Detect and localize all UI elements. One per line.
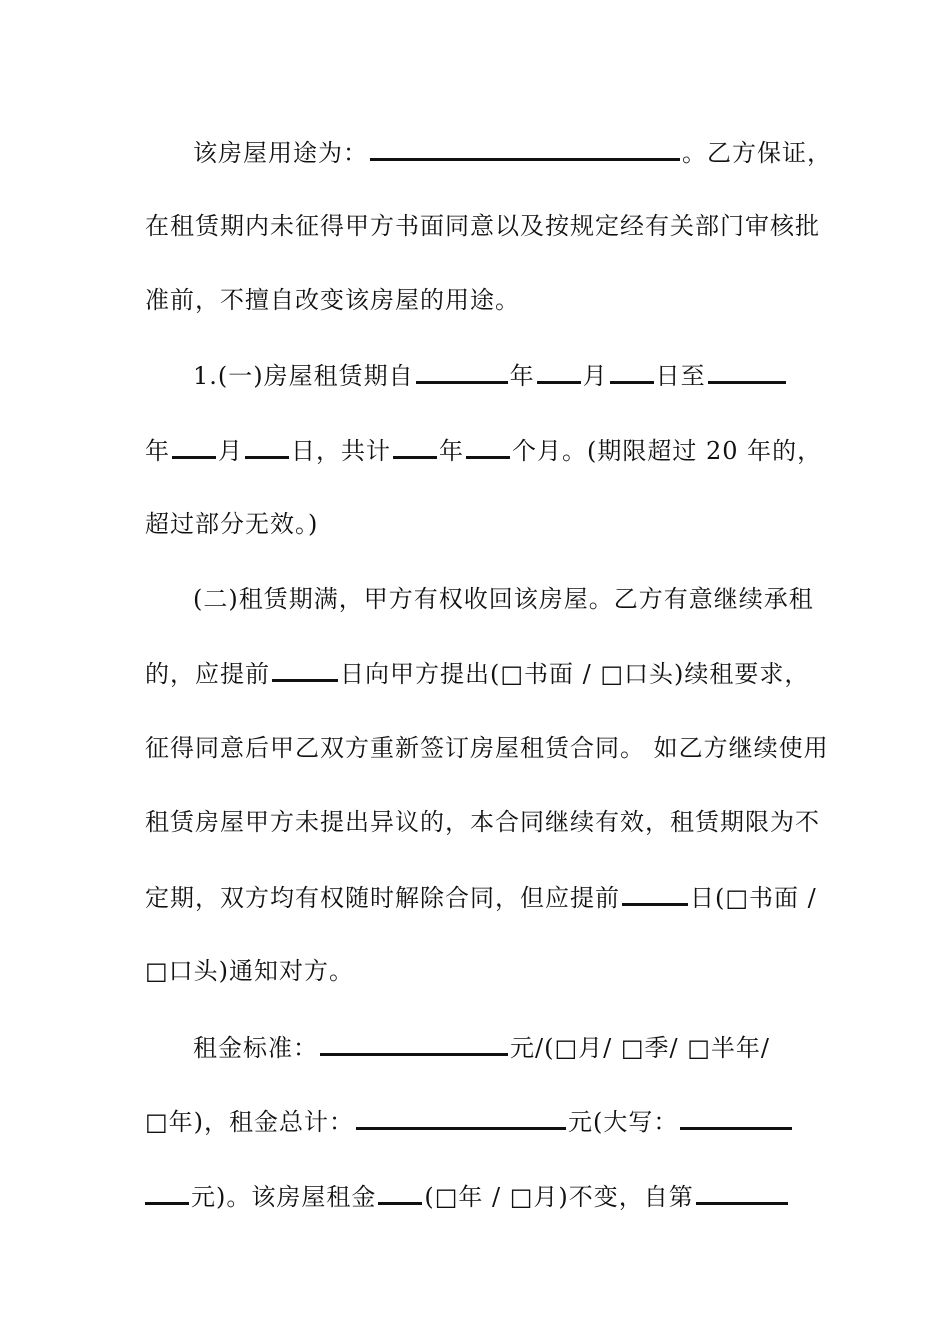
lease-term-line-1 — [193, 359, 805, 392]
text-segment: 元(大写： — [568, 1108, 679, 1136]
end-year-blank[interactable] — [708, 359, 786, 384]
rent-standard-blank[interactable] — [320, 1031, 508, 1056]
text-segment: 租金标准： — [193, 1034, 318, 1062]
text-segment: 的，应提前 — [145, 660, 270, 688]
start-year-blank[interactable] — [416, 359, 508, 384]
text-segment: 年 — [439, 437, 464, 465]
text-segment: □年)，租金总计： — [145, 1108, 355, 1136]
text-segment: □口头)通知对方。 — [145, 957, 355, 985]
start-month-blank[interactable] — [537, 359, 581, 384]
text-segment: (二)租赁期满，甲方有权收回该房屋。乙方有意继续承租 — [193, 585, 814, 613]
text-segment: 征得同意后甲乙双方重新签订房屋租赁合同。 如乙方继续使用 — [145, 734, 829, 762]
rent-total-blank[interactable] — [356, 1105, 566, 1130]
text-segment: 元)。该房屋租金 — [191, 1183, 377, 1211]
start-day-blank[interactable] — [610, 359, 654, 384]
text-segment: 月 — [218, 437, 243, 465]
text-segment: 日至 — [655, 362, 706, 390]
text-segment: 日向甲方提出(□书面 / □口头)续租要求， — [340, 660, 810, 688]
rent-line-1 — [193, 1031, 805, 1064]
rent-total-words-blank[interactable] — [680, 1105, 792, 1130]
lease-term-line-2 — [145, 434, 823, 467]
text-segment: 1.(一)房屋租赁期自 — [193, 362, 414, 390]
text-segment: 租赁房屋甲方未提出异议的，本合同继续有效，租赁期限为不 — [145, 808, 820, 836]
renewal-line-2 — [145, 657, 810, 690]
paragraph-usage-line-3 — [145, 284, 805, 316]
text-segment: 元/(□月/ □季/ □半年/ — [510, 1034, 770, 1062]
paragraph-usage-line-2 — [145, 210, 820, 242]
rent-total-words-blank-cont[interactable] — [145, 1180, 189, 1205]
total-months-blank[interactable] — [466, 434, 510, 459]
usage-blank[interactable] — [370, 136, 680, 161]
text-segment: 定期，双方均有权随时解除合同，但应提前 — [145, 884, 620, 912]
renewal-line-3 — [145, 732, 829, 764]
rent-line-2 — [145, 1105, 805, 1138]
text-segment: 年 — [145, 437, 170, 465]
renewal-line-6 — [145, 955, 805, 987]
rent-line-3 — [145, 1180, 805, 1213]
rent-fixed-period-blank[interactable] — [378, 1180, 422, 1205]
renewal-line-5 — [145, 881, 817, 914]
total-years-blank[interactable] — [393, 434, 437, 459]
text-segment: 超过部分无效。) — [145, 510, 319, 538]
paragraph-usage-line-1 — [193, 136, 832, 169]
text-segment: 日(□书面 / — [690, 884, 817, 912]
text-segment: 。乙方保证， — [682, 139, 832, 167]
text-segment: 日，共计 — [291, 437, 391, 465]
text-segment: 在租赁期内未征得甲方书面同意以及按规定经有关部门审核批 — [145, 212, 820, 240]
text-segment: (□年 / □月)不变，自第 — [424, 1183, 694, 1211]
renewal-notice-days-blank[interactable] — [272, 657, 338, 682]
text-segment: 个月。(期限超过 20 年的， — [512, 437, 823, 465]
termination-notice-days-blank[interactable] — [622, 881, 688, 906]
text-segment: 月 — [582, 362, 608, 390]
rent-from-period-blank[interactable] — [696, 1180, 788, 1205]
renewal-line-1 — [193, 583, 814, 615]
end-month-blank[interactable] — [172, 434, 216, 459]
lease-term-line-3 — [145, 508, 805, 540]
text-segment: 该房屋用途为： — [193, 139, 368, 167]
end-day-blank[interactable] — [245, 434, 289, 459]
text-segment: 准前，不擅自改变该房屋的用途。 — [145, 286, 520, 314]
renewal-line-4 — [145, 806, 820, 838]
text-segment: 年 — [509, 362, 535, 390]
